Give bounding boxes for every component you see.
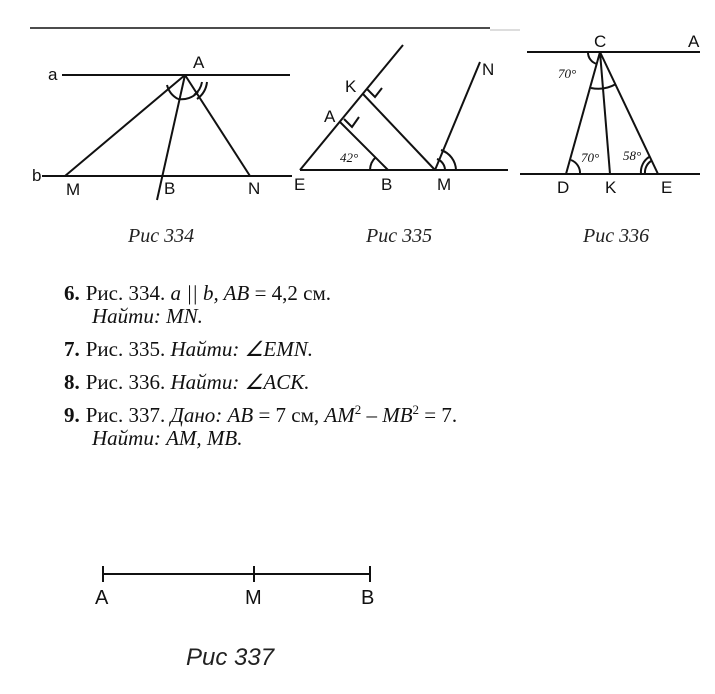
label-n-334: N xyxy=(248,179,261,198)
segment-an xyxy=(185,75,250,176)
find-value: : AM, MB. xyxy=(153,426,243,450)
find-value: : MN. xyxy=(153,304,203,328)
angle-arc-c-left xyxy=(588,52,597,64)
label-b-335: B xyxy=(381,175,393,194)
find-label: Найти xyxy=(170,370,233,394)
angle-70-d-label: 70° xyxy=(581,150,600,165)
find-value: : ∠EMN. xyxy=(232,337,313,361)
task-number: 6. xyxy=(64,281,80,305)
task-8 xyxy=(64,371,457,394)
caption-334: Рис 334 xyxy=(128,225,195,247)
label-a-337: A xyxy=(95,587,109,609)
task-number: 7. xyxy=(64,337,80,361)
task-find xyxy=(64,427,457,450)
angle-arc-b xyxy=(370,157,376,170)
task-number: 8. xyxy=(64,370,80,394)
label-line-b: b xyxy=(32,166,42,185)
square-2: 2 xyxy=(412,402,420,417)
task-6 xyxy=(64,282,457,328)
task-ref: Рис. 336. xyxy=(85,370,171,394)
caption-335: Рис 335 xyxy=(366,225,433,247)
task-7 xyxy=(64,338,457,361)
label-k-335: K xyxy=(345,77,357,96)
square-1: 2 xyxy=(354,402,362,417)
label-m-334: M xyxy=(66,180,81,199)
caption-337: Рис 337 xyxy=(186,644,275,671)
figure-337 xyxy=(103,566,370,582)
label-a-336: A xyxy=(688,32,700,51)
angle-arc-m-outer xyxy=(441,150,456,170)
ray-mn xyxy=(435,62,480,170)
label-c-336: C xyxy=(594,32,607,51)
minus-sign: – xyxy=(361,403,383,427)
given-label: Дано xyxy=(170,403,216,427)
given-am: AM xyxy=(324,403,355,427)
label-d-336: D xyxy=(557,178,570,197)
right-angle-k xyxy=(367,88,382,97)
task-ref: Рис. 334. xyxy=(85,281,171,305)
label-k-336: K xyxy=(605,178,617,197)
find-label: Найти xyxy=(92,426,154,450)
given-ab: : AB xyxy=(215,403,254,427)
angle-58-label: 58° xyxy=(623,148,642,163)
find-label: Найти xyxy=(170,337,233,361)
label-b-337: B xyxy=(361,587,375,609)
angle-42-label: 42° xyxy=(340,150,359,165)
given-eq: = 7. xyxy=(419,403,458,427)
task-ref: Рис. 335. xyxy=(85,337,171,361)
figure-336 xyxy=(520,52,700,174)
label-a-335: A xyxy=(324,107,336,126)
angle-arc-left xyxy=(167,85,178,99)
label-e-335: E xyxy=(294,175,306,194)
angle-arc-e-1 xyxy=(645,161,651,174)
angle-arc-d xyxy=(571,160,580,174)
given-mb: MB xyxy=(382,403,413,427)
label-line-a: a xyxy=(48,65,58,84)
find-label: Найти xyxy=(92,304,154,328)
task-number: 9. xyxy=(64,403,80,427)
label-m-335: M xyxy=(437,175,452,194)
angle-70-top-label: 70° xyxy=(558,66,577,81)
task-given-value: = 4,2 см. xyxy=(249,281,332,305)
label-n-335: N xyxy=(482,60,495,79)
given-ab-value: = 7 см, xyxy=(253,403,325,427)
segment-am xyxy=(65,75,185,176)
task-9 xyxy=(64,404,457,450)
right-angle-a xyxy=(344,117,359,127)
label-e-336: E xyxy=(661,178,673,197)
task-list xyxy=(64,282,457,460)
caption-336: Рис 336 xyxy=(583,225,650,247)
label-m-337: M xyxy=(245,587,262,609)
task-find xyxy=(64,305,457,328)
label-a-334: A xyxy=(193,53,205,72)
label-b-334: B xyxy=(164,179,176,198)
task-given: a || b, AB xyxy=(170,281,250,305)
find-value: : ∠ACK. xyxy=(232,370,310,394)
task-ref: Рис. 337. xyxy=(85,403,171,427)
